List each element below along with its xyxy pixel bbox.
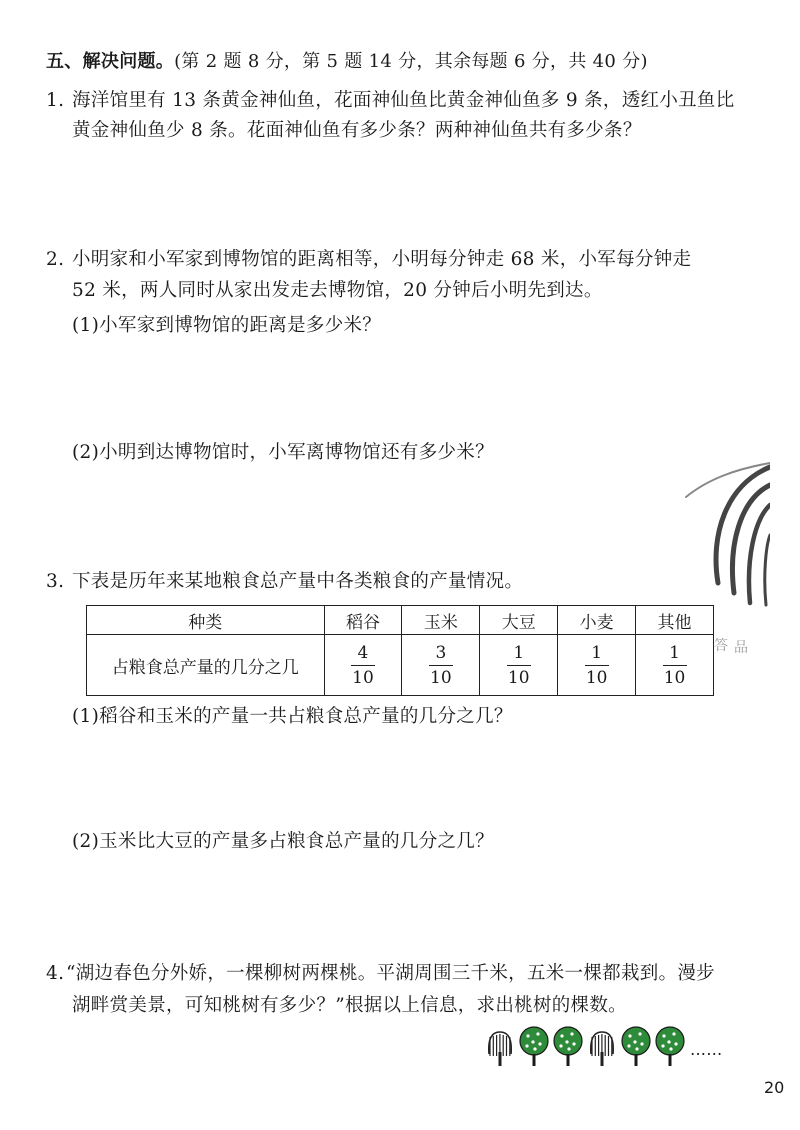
section-heading <box>46 48 648 76</box>
question-4-line-2: 湖畔赏美景，可知桃树有多少？”根据以上信息，求出桃树的棵数。 <box>72 995 627 1016</box>
question-4-line-1: “湖边春色分外娇，一棵柳树两棵桃。平湖周围三千米，五米一棵都栽到。漫步 <box>66 963 715 984</box>
willow-tree-icon <box>484 1024 516 1068</box>
fraction-denominator: 10 <box>585 668 608 688</box>
fraction-denominator: 10 <box>352 668 374 688</box>
svg-text:答: 答 <box>714 638 728 654</box>
question-3-intro: 下表是历年来某地粮食总产量中各类粮食的产量情况。 <box>72 571 524 592</box>
question-2-number: 2. <box>46 249 65 270</box>
table-cell <box>324 635 402 696</box>
table-cell <box>558 635 636 696</box>
fraction-numerator: 1 <box>669 643 680 663</box>
grain-share-table <box>86 605 714 696</box>
question-2-sub-1: (1)小军家到博物馆的距离是多少米？ <box>72 315 382 336</box>
question-3-number: 3. <box>46 571 65 592</box>
fraction-denominator: 10 <box>430 668 452 688</box>
table-cell <box>402 635 480 696</box>
fraction-denominator: 10 <box>663 668 686 688</box>
section-title: 五、解决问题。 <box>46 51 175 72</box>
question-1-line-2: 黄金神仙鱼少 8 条。花面神仙鱼有多少条？两种神仙鱼共有多少条？ <box>72 120 642 141</box>
fraction <box>429 645 453 687</box>
table-header-cell: 种类 <box>87 606 325 635</box>
table-header-cell: 其他 <box>636 606 714 635</box>
question-4-number: 4. <box>46 963 65 984</box>
fraction-numerator: 4 <box>357 643 369 663</box>
table-header-cell: 稻谷 <box>324 606 402 635</box>
fraction-numerator: 3 <box>435 643 447 663</box>
page-number: 20 <box>764 1078 785 1097</box>
tree-row-ellipsis: …… <box>690 1040 723 1059</box>
fraction-numerator: 1 <box>513 643 525 663</box>
table-cell <box>636 635 714 696</box>
question-2-line-1: 小明家和小军家到博物馆的距离相等，小明每分钟走 68 米，小军每分钟走 <box>72 249 692 270</box>
question-2-sub-2: (2)小明到达博物馆时，小军离博物馆还有多少米？ <box>72 442 494 463</box>
peach-tree-icon <box>552 1024 584 1068</box>
table-row-label: 占粮食总产量的几分之几 <box>87 635 325 696</box>
fraction <box>351 645 375 687</box>
fraction <box>663 645 687 687</box>
fraction <box>507 645 531 687</box>
table-cell <box>480 635 558 696</box>
table-header-cell: 大豆 <box>480 606 558 635</box>
peach-tree-icon <box>518 1024 550 1068</box>
question-3-sub-2: (2)玉米比大豆的产量多占粮食总产量的几分之几？ <box>72 831 494 852</box>
table-row <box>87 635 714 696</box>
peach-tree-icon <box>654 1024 686 1068</box>
fraction-numerator: 1 <box>591 643 603 663</box>
fraction <box>585 645 609 687</box>
table-header-row <box>87 606 714 635</box>
peach-tree-icon <box>620 1024 652 1068</box>
table-header-cell: 玉米 <box>402 606 480 635</box>
question-3-sub-1: (1)稻谷和玉米的产量一共占粮食总产量的几分之几？ <box>72 706 513 727</box>
fraction-denominator: 10 <box>507 668 530 688</box>
willow-tree-icon <box>586 1024 618 1068</box>
question-1-line-1: 海洋馆里有 13 条黄金神仙鱼，花面神仙鱼比黄金神仙鱼多 9 条，透红小丑鱼比 <box>72 90 735 111</box>
question-2-line-2: 52 米，两人同时从家出发走去博物馆，20 分钟后小明先到达。 <box>72 280 603 301</box>
tree-row-illustration <box>484 1024 686 1068</box>
section-scoring: (第 2 题 8 分，第 5 题 14 分，其余每题 6 分，共 40 分) <box>174 51 648 72</box>
question-1-number: 1. <box>46 90 65 111</box>
svg-text:品: 品 <box>734 640 748 656</box>
table-header-cell: 小麦 <box>558 606 636 635</box>
